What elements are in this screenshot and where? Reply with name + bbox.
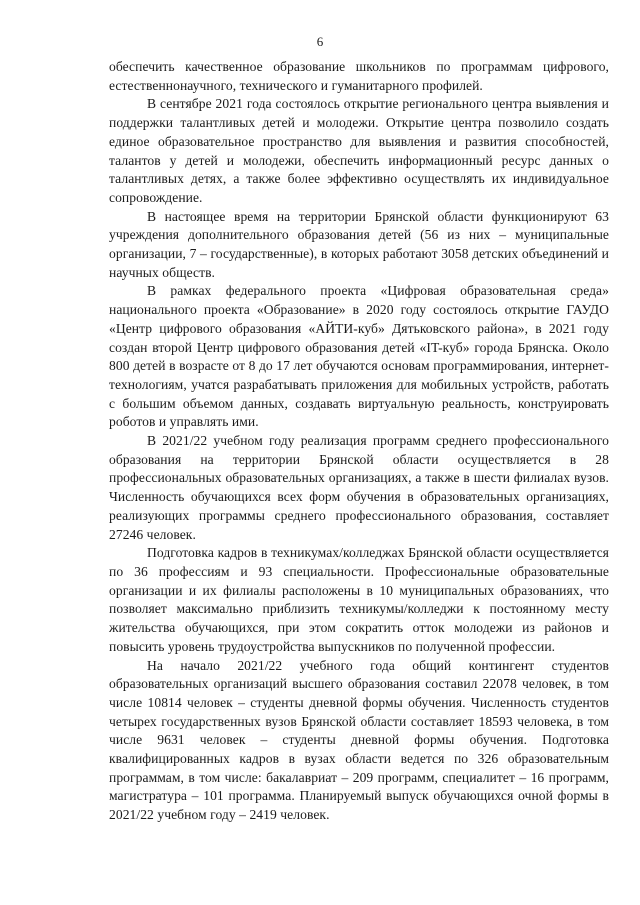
paragraph-talent-center: В сентябре 2021 года состоялось открытие регионального центра выявления и поддержки талантливых детей и молодежи. Открытие центра позволило создать единое образовательное пространство для выявления и развития способностей, талантов у детей и молодежи, обеспечить информационный ресурс данных о талантливых детях, а также более эффективно осуществлять их индивидуальное сопровождение. — [109, 96, 609, 205]
paragraph-colleges-training: Подготовка кадров в техникумах/колледжах Брянской области осуществляется по 36 профессиям и 93 специальности. Профессиональные образовательные организации и их филиалы расположены в 10 муниципальных образованиях, что позволяет максимально приблизить техникумы/колледжи к постоянному месту жительства обучающихся, при этом сократить отток молодежи из районов и повысить уровень трудоустройства выпускников по полученной профессии. — [109, 545, 609, 654]
paragraph-higher-education: На начало 2021/22 учебного года общий контингент студентов образовательных организаций высшего образования составил 22078 человек, в том числе 10814 человек – студенты дневной формы обучения. Численность студентов четырех государственных вузов Брянской области составляет 18593 человека, в том числе 9631 человек – студенты дневной формы обучения. Подготовка квалифицированных кадров в вузах области ведется по 326 образовательным программам, в том числе: бакалавриат – 209 программ, специалитет – 16 программ, магистратура – 101 программа. Планируемый выпуск обучающихся очной формы в 2021/22 учебном году – 2419 человек. — [109, 657, 609, 823]
paragraph-secondary-professional: В 2021/22 учебном году реализация программ среднего профессионального образования на территории Брянской области осуществляется в 28 профессиональных образовательных организациях, а также в шести филиалах вузов. Численность обучающихся всех форм обучения в образовательных организациях, реализующих программы среднего профессионального образования, составляет 27246 человек. — [109, 433, 609, 542]
paragraph-continuation: обеспечить качественное образование школьников по программам цифрового, естественнонаучного, технического и гуманитарного профилей. — [109, 59, 609, 93]
body-text — [109, 58, 609, 825]
paragraph-additional-education: В настоящее время на территории Брянской области функционируют 63 учреждения дополнительного образования детей (56 из них – муниципальные организации, 7 – государственные), в которых работают 3058 детских объединений и научных обществ. — [109, 208, 609, 280]
page-number: 6 — [316, 34, 324, 49]
paragraph-digital-education: В рамках федерального проекта «Цифровая образовательная среда» национального проекта «Образование» в 2020 году состоялось открытие ГАУДО «Центр цифрового образования «АЙТИ-куб» Дятьковского района», в 2021 году создан второй Центр цифрового образования детей «IT-куб» города Брянска. Около 800 детей в возрасте от 8 до 17 лет обучаются основам программирования, интернет-технологиям, учатся разрабатывать приложения для мобильных устройств, работать с большим объемом данных, создавать виртуальную реальность, конструировать роботов и управлять ими. — [109, 283, 609, 430]
